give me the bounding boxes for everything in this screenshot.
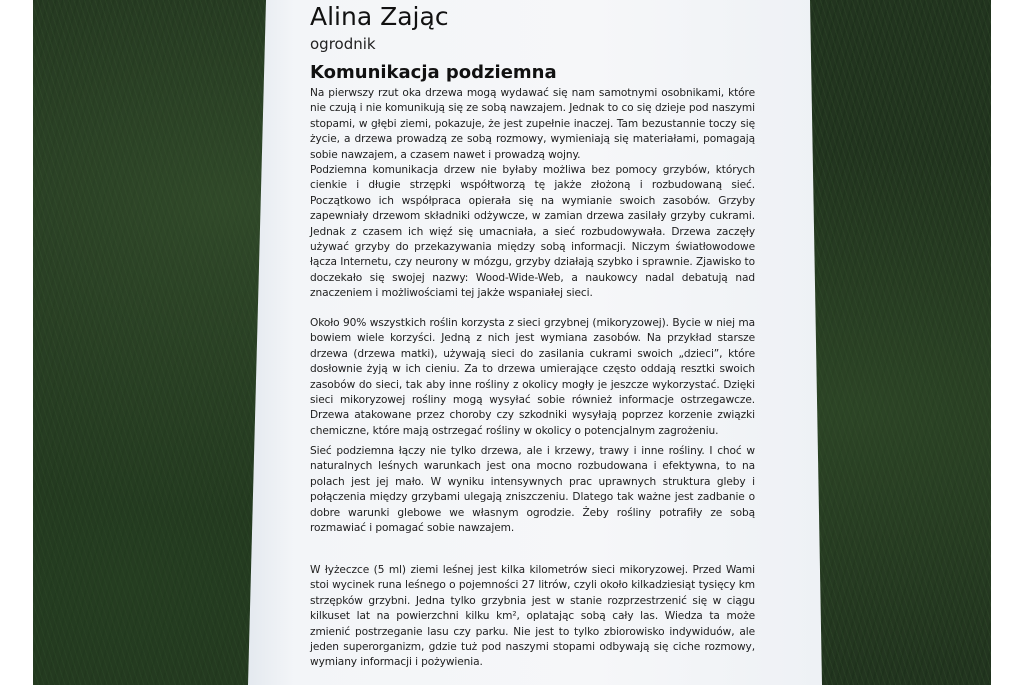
paragraph-1: Na pierwszy rzut oka drzewa mogą wydawać się nam samotnymi osobnikami, które nie czują i nie komunikują się ze sobą nawzajem. Jednak to co się dzieje pod naszymi stopami, w głębi ziemi, pokazuje, że jest zupełnie inaczej. Tam bezustannie toczy się życie, a drzewa prowadzą ze sobą rozmowy, wymieniają się materiałami, pomagają sobie nawzajem, a czasem nawet i prowadzą wojny. [310, 87, 755, 161]
paragraph-4: Sieć podziemna łączy nie tylko drzewa, ale i krzewy, trawy i inne rośliny. I choć w naturalnych leśnych warunkach jest ona mocno rozbudowana i efektywna, to na polach jest jej mało. W wyniku intensywnych prac uprawnych struktura gleby i połączenia między grzybami ulegają zniszczeniu. Dlatego tak ważne jest zadbanie o dobre warunki glebowe we własnym ogrodzie. Żeby rośliny potrafiły ze sobą rozmawiać i pomagać sobie nawzajem. [310, 445, 755, 535]
sign-title: Komunikacja podziemna [310, 62, 557, 83]
paragraph-3: Około 90% wszystkich roślin korzysta z sieci grzybnej (mikoryzowej). Bycie w niej ma bowiem wiele korzyści. Jedną z nich jest wymiana zasobów. Na przykład starsze drzewa (drzewa matki), używają sieci do zasilania cukrami swoich „dzieci”, które dosłownie żyją w ich cieniu. Za to drzewa umierające często oddają resztki swoich zasobów do sieci, tak aby inne rośliny z okolicy mogły je jeszcze wykorzystać. Dzięki sieci mikoryzowej rośliny mogą wysyłać sobie również informacje ostrzegawcze. Drzewa atakowane przez choroby czy szkodniki wysyłają poprzez korzenie związki chemiczne, które mają ostrzegać rośliny w okolicy o potencjalnym zagrożeniu. [310, 317, 755, 437]
author-name: Alina Zając [310, 2, 449, 31]
author-role: ogrodnik [310, 35, 376, 53]
paragraph-5: W łyżeczce (5 ml) ziemi leśnej jest kilka kilometrów sieci mikoryzowej. Przed Wami stoi wycinek runa leśnego o pojemności 27 litrów, czyli około kilkadziesiąt tysięcy km strzępków grzybni. Jedna tylko grzybnia jest w stanie rozprzestrzenić się w ciągu kilkuset lat na powierzchni kilku km², oplatając sobą cały las. Wiedza ta może zmienić postrzeganie lasu czy parku. Nie jest to tylko zbiorowisko indywiduów, ale jeden superorganizm, gdzie tuż pod naszymi stopami odbywają się ciche rozmowy, wymiany informacji i pożywienia. [310, 564, 755, 669]
paragraph-2: Podziemna komunikacja drzew nie byłaby możliwa bez pomocy grzybów, których cienkie i długie strzępki współtworzą tę jakże złożoną i rozbudowaną sieć. Początkowo ich współpraca opierała się na wymianie swoich zasobów. Grzyby zapewniały drzewom składniki odżywcze, w zamian drzewa zasilały grzyby cukrami. Jednak z czasem ich więź się umacniała, a sieć rozbudowywała. Drzewa zaczęły używać grzyby do przekazywania między sobą informacji. Niczym światłowodowe łącza Internetu, czy neurony w mózgu, grzyby działają szybko i sprawnie. Zjawisko to doczekało się swojej nazwy: Wood-Wide-Web, a naukowcy nadal debatują nad znaczeniem i możliwościami tej jakże wspaniałej sieci. [310, 164, 755, 300]
